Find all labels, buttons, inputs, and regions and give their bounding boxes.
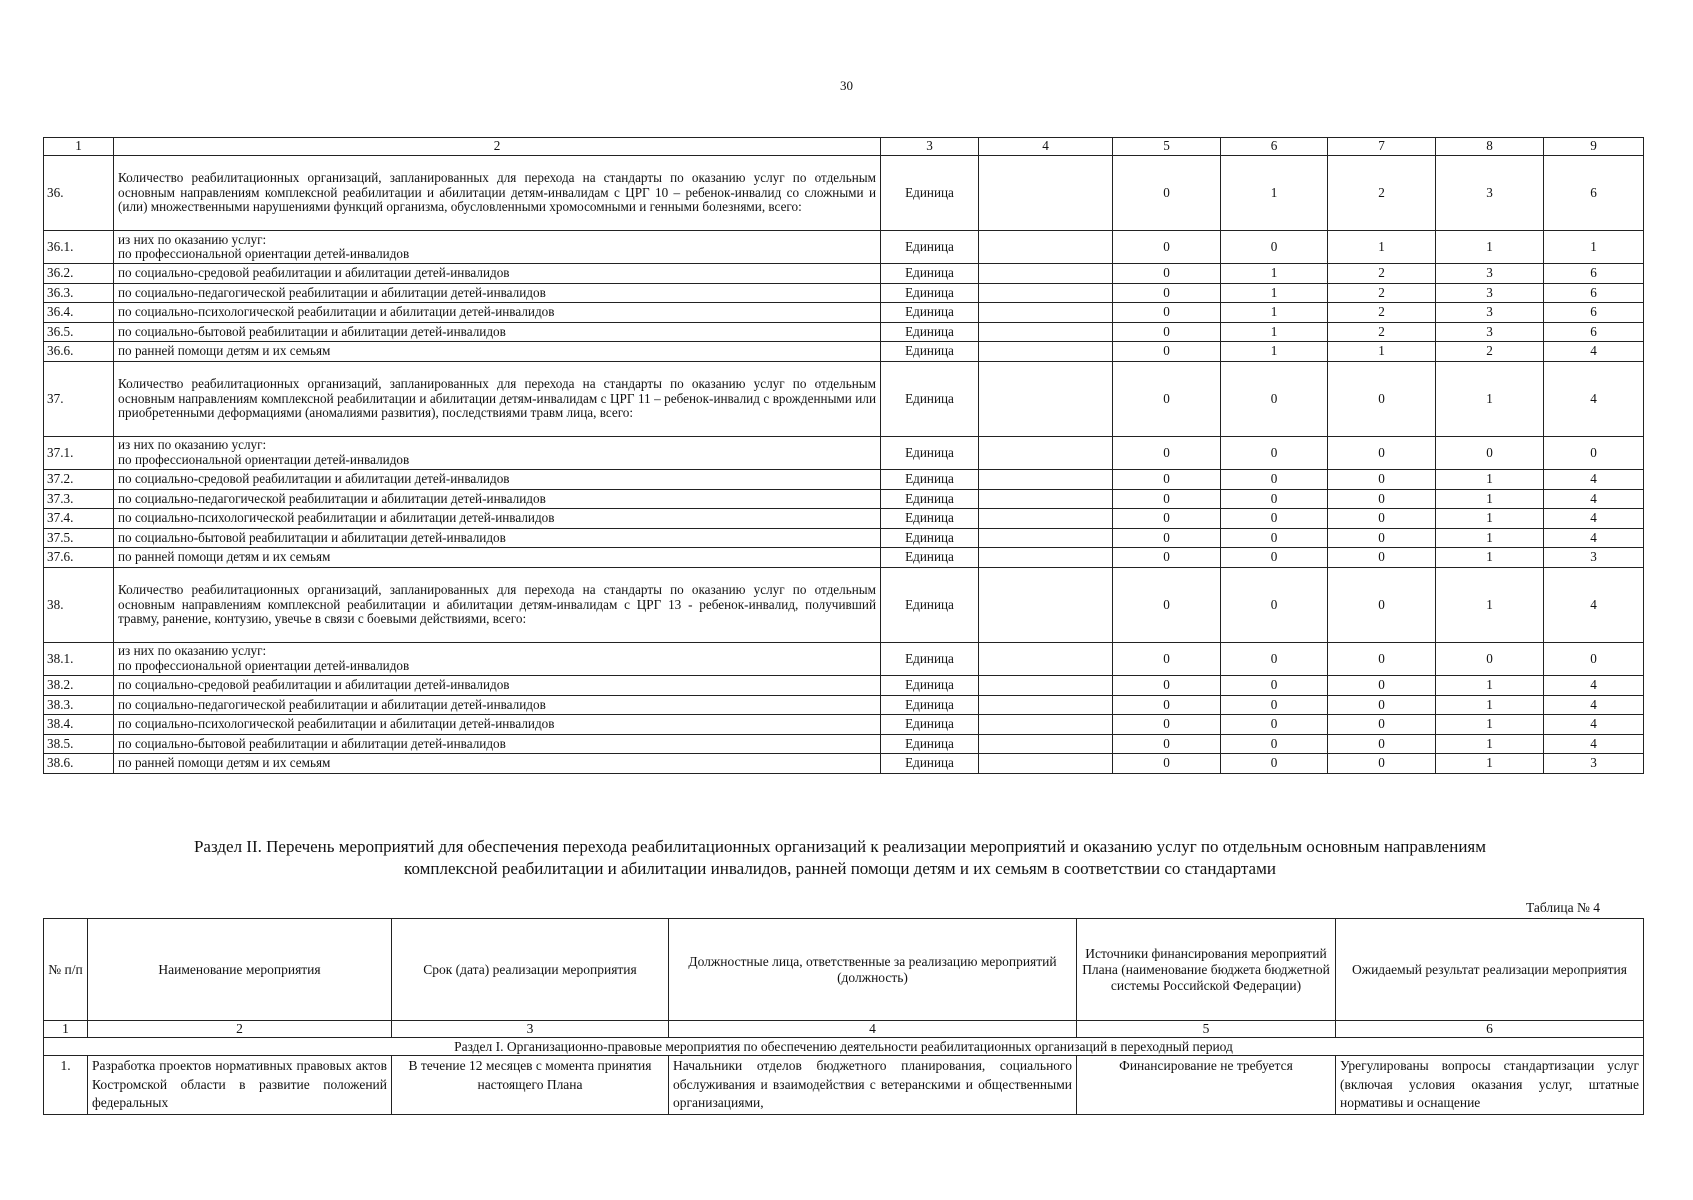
header-result: Ожидаемый результат реализации мероприятия xyxy=(1336,919,1644,1021)
value-cell xyxy=(979,528,1113,548)
header-deadline: Срок (дата) реализации мероприятия xyxy=(392,919,669,1021)
row-number: 36. xyxy=(44,156,114,231)
row-number: 37.1. xyxy=(44,436,114,469)
value-cell: 0 xyxy=(1113,156,1221,231)
value-cell: 0 xyxy=(1113,283,1221,303)
indicator-name: по социально-средовой реабилитации и абилитации детей-инвалидов xyxy=(114,264,881,284)
value-cell: 6 xyxy=(1544,283,1644,303)
value-cell xyxy=(979,322,1113,342)
value-cell: 0 xyxy=(1113,567,1221,642)
row-name: Разработка проектов нормативных правовых актов Костромской области в развитие положений федеральных xyxy=(88,1056,392,1115)
row-deadline: В течение 12 месяцев с момента принятия настоящего Плана xyxy=(392,1056,669,1115)
row-number: 37.5. xyxy=(44,528,114,548)
indicator-name xyxy=(114,642,881,675)
row-number: 36.4. xyxy=(44,303,114,323)
value-cell xyxy=(979,264,1113,284)
table-row xyxy=(44,156,1644,231)
value-cell: 0 xyxy=(1113,754,1221,774)
indicator-name: по социально-средовой реабилитации и абилитации детей-инвалидов xyxy=(114,469,881,489)
unit-cell: Единица xyxy=(881,342,979,362)
indicator-name: по ранней помощи детям и их семьям xyxy=(114,548,881,568)
header-sources: Источники финансирования мероприятий Плана (наименование бюджета бюджетной системы Российской Федерации) xyxy=(1077,919,1336,1021)
value-cell: 0 xyxy=(1221,361,1328,436)
table-row xyxy=(44,469,1644,489)
unit-cell: Единица xyxy=(881,436,979,469)
table-row xyxy=(44,436,1644,469)
table-4-header-row xyxy=(44,919,1644,1021)
unit-cell: Единица xyxy=(881,528,979,548)
value-cell: 0 xyxy=(1328,361,1436,436)
value-cell: 1 xyxy=(1436,469,1544,489)
value-cell: 2 xyxy=(1328,303,1436,323)
col-number: 5 xyxy=(1077,1021,1336,1038)
subsection-title: Раздел I. Организационно-правовые мероприятия по обеспечению деятельности реабилитационных организаций в переходный период xyxy=(44,1038,1644,1056)
value-cell: 3 xyxy=(1436,303,1544,323)
unit-cell: Единица xyxy=(881,754,979,774)
table-row xyxy=(44,754,1644,774)
column-numbers-row xyxy=(44,138,1644,156)
value-cell: 4 xyxy=(1544,361,1644,436)
column-number: 7 xyxy=(1328,138,1436,156)
value-cell: 4 xyxy=(1544,509,1644,529)
table-4-label: Таблица № 4 xyxy=(1526,900,1600,915)
column-number: 8 xyxy=(1436,138,1544,156)
value-cell: 0 xyxy=(1221,231,1328,264)
value-cell: 3 xyxy=(1436,283,1544,303)
value-cell: 4 xyxy=(1544,342,1644,362)
value-cell xyxy=(979,715,1113,735)
column-number: 6 xyxy=(1221,138,1328,156)
value-cell: 1 xyxy=(1436,361,1544,436)
value-cell: 1 xyxy=(1221,156,1328,231)
value-cell xyxy=(979,754,1113,774)
value-cell: 0 xyxy=(1113,322,1221,342)
value-cell: 6 xyxy=(1544,264,1644,284)
value-cell: 0 xyxy=(1328,469,1436,489)
row-number: 38.2. xyxy=(44,675,114,695)
column-number: 9 xyxy=(1544,138,1644,156)
table-row xyxy=(44,489,1644,509)
value-cell: 1 xyxy=(1436,548,1544,568)
table-row xyxy=(44,264,1644,284)
column-number: 1 xyxy=(44,138,114,156)
column-number: 2 xyxy=(114,138,881,156)
value-cell xyxy=(979,548,1113,568)
table-row xyxy=(44,715,1644,735)
table-row xyxy=(44,675,1644,695)
col-number: 3 xyxy=(392,1021,669,1038)
value-cell: 0 xyxy=(1436,436,1544,469)
column-number: 3 xyxy=(881,138,979,156)
table-row xyxy=(44,303,1644,323)
value-cell xyxy=(979,567,1113,642)
value-cell: 0 xyxy=(1328,754,1436,774)
table-4-subsection-row xyxy=(44,1038,1644,1056)
indicator-name: по социально-психологической реабилитации и абилитации детей-инвалидов xyxy=(114,715,881,735)
header-officials: Должностные лица, ответственные за реализацию мероприятий (должность) xyxy=(669,919,1077,1021)
indicator-name-intro: из них по оказанию услуг: xyxy=(118,437,267,453)
value-cell: 0 xyxy=(1113,489,1221,509)
row-number: 36.6. xyxy=(44,342,114,362)
value-cell: 3 xyxy=(1436,264,1544,284)
indicator-name: по социально-бытовой реабилитации и абилитации детей-инвалидов xyxy=(114,734,881,754)
row-number: 37.4. xyxy=(44,509,114,529)
row-number: 37. xyxy=(44,361,114,436)
value-cell: 0 xyxy=(1113,695,1221,715)
unit-cell: Единица xyxy=(881,509,979,529)
indicator-name: Количество реабилитационных организаций, запланированных для перехода на стандарты по оказанию услуг по отдельным основным направлениям комплексной реабилитации и абилитации детям-инвалидам с ЦРГ 11 – ребенок-инвалид с врожденными или приобретенными деформациями (аномалиями развития), последствиями травм лица, всего: xyxy=(114,361,881,436)
col-number: 1 xyxy=(44,1021,88,1038)
row-number: 37.3. xyxy=(44,489,114,509)
unit-cell: Единица xyxy=(881,361,979,436)
value-cell: 0 xyxy=(1113,734,1221,754)
indicator-name: Количество реабилитационных организаций, запланированных для перехода на стандарты по оказанию услуг по отдельным основным направлениям комплексной реабилитации и абилитации детям-инвалидам с ЦРГ 13 - ребенок-инвалид, получивший травму, ранение, контузию, увечье в связи с боевыми действиями, всего: xyxy=(114,567,881,642)
value-cell xyxy=(979,436,1113,469)
indicator-name-intro: из них по оказанию услуг: xyxy=(118,643,267,659)
col-number: 4 xyxy=(669,1021,1077,1038)
unit-cell: Единица xyxy=(881,322,979,342)
value-cell xyxy=(979,303,1113,323)
row-number: 37.2. xyxy=(44,469,114,489)
row-number: 38. xyxy=(44,567,114,642)
value-cell xyxy=(979,231,1113,264)
value-cell: 4 xyxy=(1544,528,1644,548)
value-cell: 3 xyxy=(1436,156,1544,231)
value-cell: 1 xyxy=(1221,303,1328,323)
value-cell: 0 xyxy=(1544,436,1644,469)
column-number: 5 xyxy=(1113,138,1221,156)
value-cell: 1 xyxy=(1328,342,1436,362)
row-number: 36.1. xyxy=(44,231,114,264)
value-cell: 4 xyxy=(1544,715,1644,735)
row-number: 36.2. xyxy=(44,264,114,284)
value-cell: 1 xyxy=(1436,734,1544,754)
value-cell: 2 xyxy=(1328,322,1436,342)
value-cell: 0 xyxy=(1113,509,1221,529)
unit-cell: Единица xyxy=(881,489,979,509)
row-result: Урегулированы вопросы стандартизации услуг (включая условия оказания услуг, штатные нормативы и оснащение xyxy=(1336,1056,1644,1115)
section-2-title-line-1: Раздел II. Перечень мероприятий для обеспечения перехода реабилитационных организаций к реализации мероприятий и оказанию услуг по отдельным основным направлениям xyxy=(193,837,1487,856)
value-cell: 0 xyxy=(1113,548,1221,568)
row-officials: Начальники отделов бюджетного планирования, социального обслуживания и взаимодействия с ветеранскими и общественными организациями, xyxy=(669,1056,1077,1115)
value-cell: 1 xyxy=(1436,715,1544,735)
table-row xyxy=(44,283,1644,303)
value-cell: 2 xyxy=(1436,342,1544,362)
section-2-title-line-2: комплексной реабилитации и абилитации инвалидов, ранней помощи детям и их семьям в соответствии со стандартами xyxy=(404,859,1276,878)
indicator-name: по социально-психологической реабилитации и абилитации детей-инвалидов xyxy=(114,303,881,323)
indicator-name: по социально-средовой реабилитации и абилитации детей-инвалидов xyxy=(114,675,881,695)
unit-cell: Единица xyxy=(881,548,979,568)
table-row xyxy=(44,509,1644,529)
value-cell: 0 xyxy=(1113,469,1221,489)
value-cell: 0 xyxy=(1221,695,1328,715)
value-cell: 0 xyxy=(1113,342,1221,362)
row-number: 38.6. xyxy=(44,754,114,774)
row-number: 38.3. xyxy=(44,695,114,715)
value-cell: 0 xyxy=(1221,754,1328,774)
measures-table xyxy=(43,918,1644,1115)
table-row xyxy=(44,322,1644,342)
indicator-name: по социально-педагогической реабилитации и абилитации детей-инвалидов xyxy=(114,283,881,303)
value-cell: 0 xyxy=(1113,715,1221,735)
value-cell: 3 xyxy=(1544,548,1644,568)
row-number: 36.3. xyxy=(44,283,114,303)
indicator-name: по ранней помощи детям и их семьям xyxy=(114,342,881,362)
unit-cell: Единица xyxy=(881,469,979,489)
value-cell: 0 xyxy=(1113,264,1221,284)
row-number: 38.4. xyxy=(44,715,114,735)
value-cell: 2 xyxy=(1328,283,1436,303)
value-cell xyxy=(979,283,1113,303)
indicator-name-detail: по профессиональной ориентации детей-инвалидов xyxy=(118,451,410,467)
value-cell: 0 xyxy=(1328,489,1436,509)
value-cell: 1 xyxy=(1221,264,1328,284)
value-cell xyxy=(979,361,1113,436)
value-cell: 4 xyxy=(1544,567,1644,642)
value-cell: 0 xyxy=(1328,548,1436,568)
value-cell: 0 xyxy=(1328,715,1436,735)
table-row xyxy=(44,231,1644,264)
value-cell: 1 xyxy=(1221,322,1328,342)
value-cell: 0 xyxy=(1328,509,1436,529)
value-cell xyxy=(979,642,1113,675)
value-cell: 0 xyxy=(1328,695,1436,715)
value-cell: 6 xyxy=(1544,303,1644,323)
value-cell xyxy=(979,509,1113,529)
value-cell: 3 xyxy=(1544,754,1644,774)
value-cell: 1 xyxy=(1436,489,1544,509)
table-row xyxy=(44,1056,1644,1115)
table-row xyxy=(44,695,1644,715)
value-cell: 0 xyxy=(1221,567,1328,642)
indicator-name-detail: по профессиональной ориентации детей-инвалидов xyxy=(118,246,410,261)
unit-cell: Единица xyxy=(881,156,979,231)
indicator-name: по социально-бытовой реабилитации и абилитации детей-инвалидов xyxy=(114,528,881,548)
col-number: 6 xyxy=(1336,1021,1644,1038)
value-cell: 1 xyxy=(1221,342,1328,362)
table-row xyxy=(44,642,1644,675)
value-cell xyxy=(979,695,1113,715)
value-cell: 0 xyxy=(1221,509,1328,529)
value-cell: 0 xyxy=(1113,642,1221,675)
value-cell: 0 xyxy=(1328,436,1436,469)
row-num: 1. xyxy=(44,1056,88,1115)
value-cell: 0 xyxy=(1113,303,1221,323)
table-row xyxy=(44,361,1644,436)
value-cell: 0 xyxy=(1221,548,1328,568)
value-cell: 1 xyxy=(1221,283,1328,303)
indicator-name: по социально-педагогической реабилитации и абилитации детей-инвалидов xyxy=(114,695,881,715)
value-cell: 1 xyxy=(1436,231,1544,264)
indicators-table xyxy=(43,137,1644,774)
value-cell: 1 xyxy=(1328,231,1436,264)
unit-cell: Единица xyxy=(881,283,979,303)
indicator-name xyxy=(114,231,881,264)
header-name: Наименование мероприятия xyxy=(88,919,392,1021)
value-cell: 0 xyxy=(1328,734,1436,754)
indicator-name xyxy=(114,436,881,469)
value-cell: 0 xyxy=(1328,567,1436,642)
unit-cell: Единица xyxy=(881,642,979,675)
value-cell: 3 xyxy=(1436,322,1544,342)
value-cell: 4 xyxy=(1544,469,1644,489)
value-cell: 1 xyxy=(1436,528,1544,548)
table-row xyxy=(44,548,1644,568)
value-cell: 0 xyxy=(1113,675,1221,695)
value-cell: 6 xyxy=(1544,156,1644,231)
value-cell: 4 xyxy=(1544,695,1644,715)
value-cell: 0 xyxy=(1221,469,1328,489)
value-cell: 1 xyxy=(1436,675,1544,695)
value-cell: 0 xyxy=(1328,528,1436,548)
table-row xyxy=(44,342,1644,362)
indicator-name: по ранней помощи детям и их семьям xyxy=(114,754,881,774)
indicator-name-detail: по профессиональной ориентации детей-инвалидов xyxy=(118,657,410,673)
table-4-column-numbers-row xyxy=(44,1021,1644,1038)
row-number: 37.6. xyxy=(44,548,114,568)
row-number: 38.5. xyxy=(44,734,114,754)
value-cell: 4 xyxy=(1544,489,1644,509)
value-cell: 0 xyxy=(1221,528,1328,548)
value-cell: 0 xyxy=(1328,675,1436,695)
unit-cell: Единица xyxy=(881,231,979,264)
value-cell xyxy=(979,734,1113,754)
unit-cell: Единица xyxy=(881,303,979,323)
value-cell: 0 xyxy=(1221,675,1328,695)
value-cell: 0 xyxy=(1113,231,1221,264)
column-number: 4 xyxy=(979,138,1113,156)
value-cell: 4 xyxy=(1544,734,1644,754)
col-number: 2 xyxy=(88,1021,392,1038)
value-cell: 0 xyxy=(1221,734,1328,754)
unit-cell: Единица xyxy=(881,264,979,284)
value-cell: 0 xyxy=(1113,528,1221,548)
indicator-name: по социально-психологической реабилитации и абилитации детей-инвалидов xyxy=(114,509,881,529)
value-cell xyxy=(979,156,1113,231)
value-cell xyxy=(979,675,1113,695)
value-cell: 1 xyxy=(1436,695,1544,715)
header-num: № п/п xyxy=(44,919,88,1021)
value-cell: 0 xyxy=(1221,489,1328,509)
value-cell: 0 xyxy=(1544,642,1644,675)
value-cell: 1 xyxy=(1436,754,1544,774)
page-number: 30 xyxy=(840,78,853,93)
value-cell: 2 xyxy=(1328,264,1436,284)
value-cell: 0 xyxy=(1328,642,1436,675)
indicator-name: по социально-бытовой реабилитации и абилитации детей-инвалидов xyxy=(114,322,881,342)
value-cell: 0 xyxy=(1113,361,1221,436)
unit-cell: Единица xyxy=(881,715,979,735)
value-cell xyxy=(979,469,1113,489)
value-cell: 6 xyxy=(1544,322,1644,342)
row-sources: Финансирование не требуется xyxy=(1077,1056,1336,1115)
value-cell: 0 xyxy=(1113,436,1221,469)
unit-cell: Единица xyxy=(881,675,979,695)
unit-cell: Единица xyxy=(881,567,979,642)
value-cell: 1 xyxy=(1436,509,1544,529)
value-cell: 1 xyxy=(1436,567,1544,642)
section-2-title xyxy=(60,836,1620,880)
value-cell: 0 xyxy=(1221,436,1328,469)
unit-cell: Единица xyxy=(881,734,979,754)
value-cell: 4 xyxy=(1544,675,1644,695)
row-number: 38.1. xyxy=(44,642,114,675)
indicator-name: Количество реабилитационных организаций, запланированных для перехода на стандарты по оказанию услуг по отдельным основным направлениям комплексной реабилитации и абилитации детям-инвалидам с ЦРГ 10 – ребенок-инвалид со сложными и (или) множественными нарушениями функций организма, обусловленными хромосомными и генными болезнями, всего: xyxy=(114,156,881,231)
value-cell xyxy=(979,489,1113,509)
row-number: 36.5. xyxy=(44,322,114,342)
value-cell: 2 xyxy=(1328,156,1436,231)
value-cell: 0 xyxy=(1436,642,1544,675)
value-cell: 1 xyxy=(1544,231,1644,264)
indicator-name-intro: из них по оказанию услуг: xyxy=(118,231,267,247)
unit-cell: Единица xyxy=(881,695,979,715)
value-cell: 0 xyxy=(1221,642,1328,675)
indicator-name: по социально-педагогической реабилитации и абилитации детей-инвалидов xyxy=(114,489,881,509)
value-cell: 0 xyxy=(1221,715,1328,735)
table-row xyxy=(44,528,1644,548)
table-row xyxy=(44,734,1644,754)
table-row xyxy=(44,567,1644,642)
value-cell xyxy=(979,342,1113,362)
